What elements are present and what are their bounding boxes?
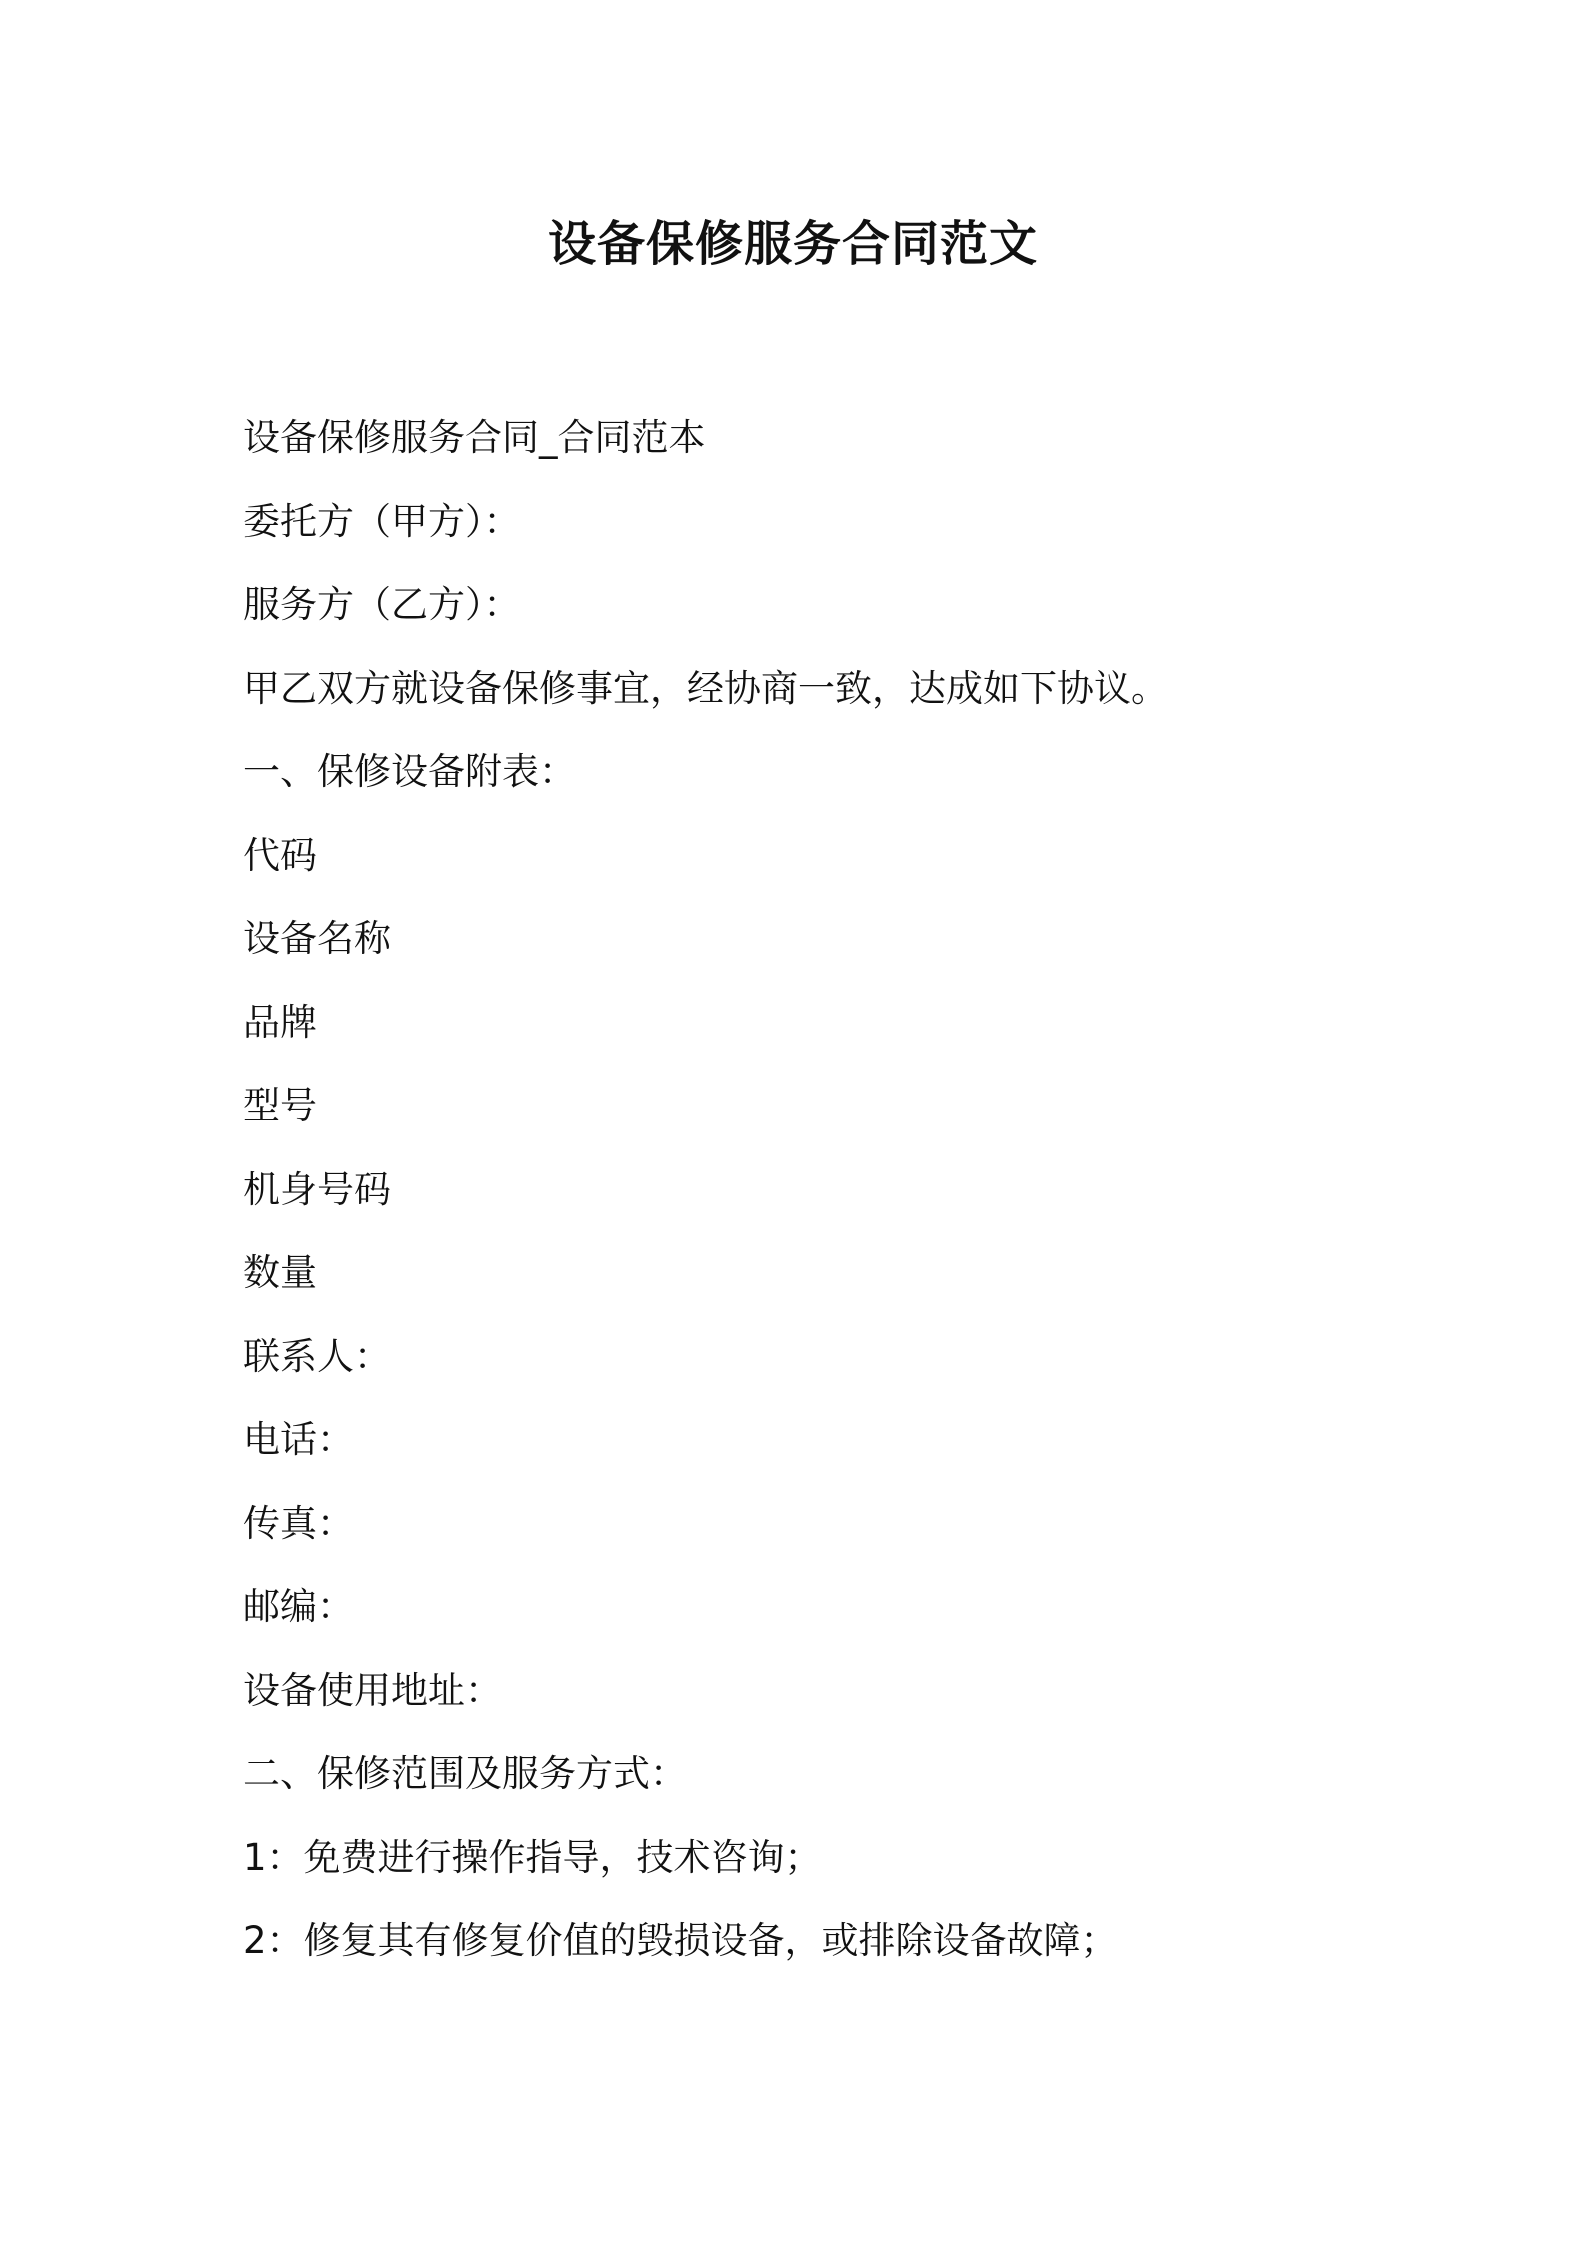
field-brand: 品牌 xyxy=(243,1000,317,1044)
agreement-intro: 甲乙双方就设备保修事宜，经协商一致，达成如下协议。 xyxy=(243,666,1168,710)
field-serial-number: 机身号码 xyxy=(243,1167,391,1211)
section-heading-scope: 二、保修范围及服务方式： xyxy=(243,1752,687,1795)
field-quantity: 数量 xyxy=(243,1251,317,1294)
field-postcode: 邮编： xyxy=(243,1585,354,1628)
document-title: 设备保修服务合同范文 xyxy=(547,216,1038,272)
field-equipment-name: 设备名称 xyxy=(243,917,391,960)
field-phone: 电话： xyxy=(243,1418,354,1461)
field-model: 型号 xyxy=(243,1084,317,1127)
scope-item-1: 1：免费进行操作指导，技术咨询； xyxy=(243,1835,822,1879)
document-body xyxy=(243,405,1423,1992)
party-b-line: 服务方（乙方）： xyxy=(243,583,521,626)
contract-subtitle: 设备保修服务合同_合同范本 xyxy=(243,416,706,459)
section-heading-equipment: 一、保修设备附表： xyxy=(243,750,576,793)
party-a-line: 委托方（甲方）： xyxy=(243,499,521,543)
field-contact: 联系人： xyxy=(243,1334,391,1378)
scope-item-2: 2：修复其有修复价值的毁损设备，或排除设备故障； xyxy=(243,1919,1118,1962)
field-fax: 传真： xyxy=(243,1501,354,1545)
field-usage-address: 设备使用地址： xyxy=(243,1668,502,1712)
field-code: 代码 xyxy=(243,833,317,877)
